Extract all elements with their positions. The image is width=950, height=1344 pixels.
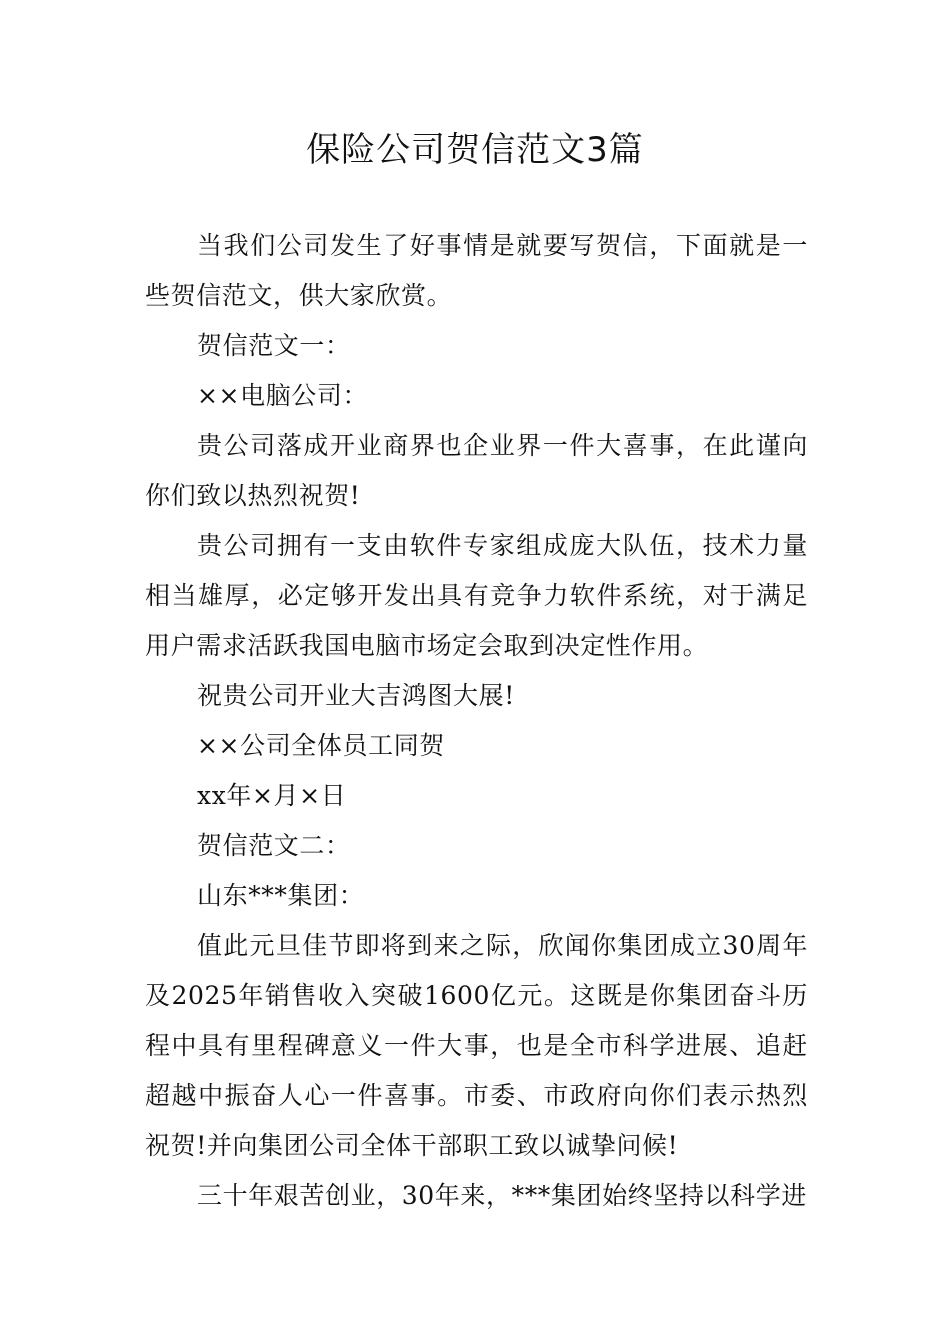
letter-two-heading: 贺信范文二： xyxy=(197,831,351,860)
document-body xyxy=(145,221,808,1221)
letter-one-signature: ××公司全体员工同贺 xyxy=(197,731,445,760)
letter-two-paragraph: 三十年艰苦创业，30年来，***集团始终坚持以科学进 xyxy=(197,1181,807,1210)
letter-two-paragraph: 值此元旦佳节即将到来之际，欣闻你集团成立30周年及2025年销售收入突破1600亿元。这既是你集团奋斗历程中具有里程碑意义一件大事，也是全市科学进展、追赶超越中振奋人心一件喜事。市委、市政府向你们表示热烈祝贺!并向集团公司全体干部职工致以诚挚问候! xyxy=(145,931,808,1160)
letter-one-heading: 贺信范文一： xyxy=(197,331,351,360)
letter-one-recipient: ××电脑公司： xyxy=(197,381,369,410)
letter-one-closing: 祝贵公司开业大吉鸿图大展! xyxy=(197,681,515,710)
intro-paragraph: 当我们公司发生了好事情是就要写贺信，下面就是一些贺信范文，供大家欣赏。 xyxy=(145,231,808,310)
document-title: 保险公司贺信范文3篇 xyxy=(306,130,644,170)
letter-one-date: xx年×月×日 xyxy=(197,781,347,810)
letter-two-recipient: 山东***集团： xyxy=(197,881,365,910)
letter-one-paragraph: 贵公司拥有一支由软件专家组成庞大队伍，技术力量相当雄厚，必定够开发出具有竞争力软件系统，对于满足用户需求活跃我国电脑市场定会取到决定性作用。 xyxy=(145,531,808,660)
letter-one-paragraph: 贵公司落成开业商界也企业界一件大喜事，在此谨向你们致以热烈祝贺! xyxy=(145,431,808,510)
